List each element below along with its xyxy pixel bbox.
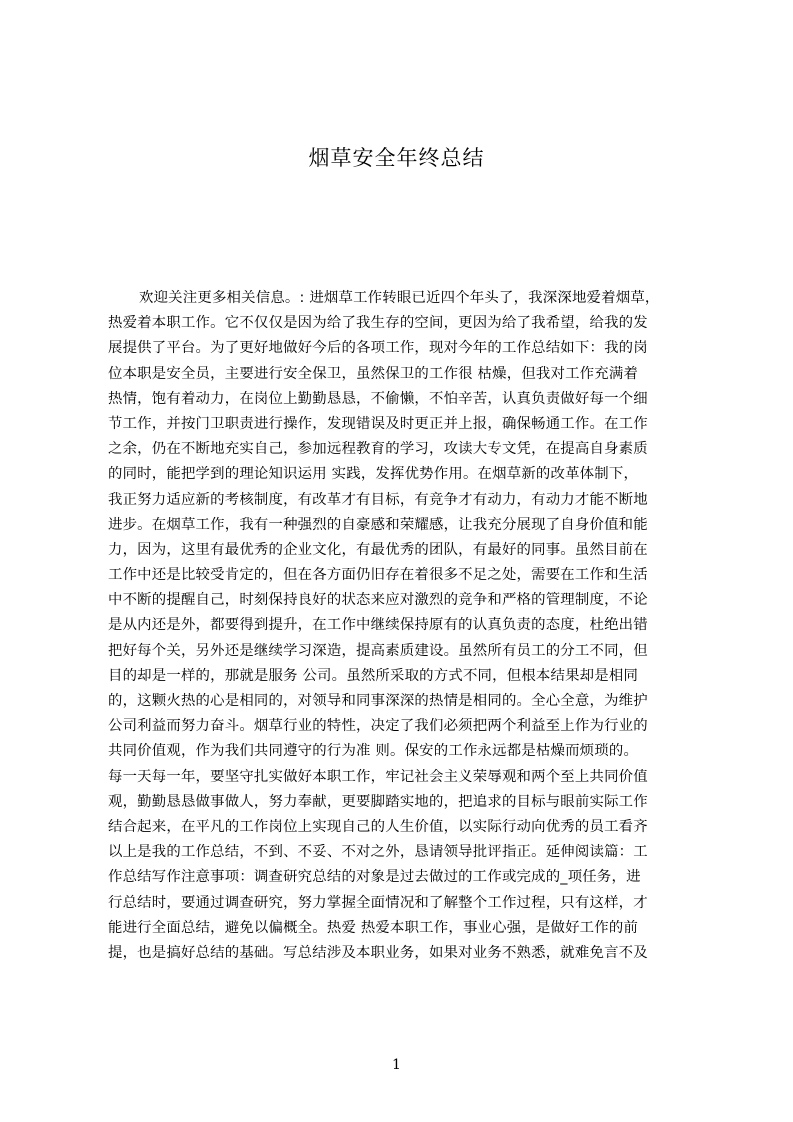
body-line: 结合起来，在平凡的工作岗位上实现自己的人生价值，以实际行动向优秀的员工看齐 bbox=[108, 818, 648, 835]
body-line: 共同价值观，作为我们共同遵守的行为准 则。保安的工作永远都是枯燥而烦琐的。 bbox=[108, 743, 639, 760]
body-line: 提，也是搞好总结的基础。写总结涉及本职业务，如果对业务不熟悉，就难免言不及 bbox=[108, 944, 648, 961]
document-title: 烟草安全年终总结 bbox=[308, 146, 485, 170]
body-line: 欢迎关注更多相关信息。: 进烟草工作转眼已近四个年头了，我深深地爱着烟草， bbox=[139, 290, 660, 306]
body-line: 中不断的提醒自己，时刻保持良好的状态来应对激烈的竞争和严格的管理制度，不论 bbox=[108, 592, 648, 609]
body-line: 位本职是安全员，主要进行安全保卫，虽然保卫的工作很 枯燥，但我对工作充满着 bbox=[108, 365, 639, 382]
body-line: 公司利益而努力奋斗。烟草行业的特性，决定了我们必须把两个利益至上作为行业的 bbox=[108, 718, 648, 735]
body-line: 工作中还是比较受肯定的，但在各方面仍旧存在着很多不足之处，需要在工作和生活 bbox=[108, 567, 648, 584]
body-line: 把好每个关，另外还是继续学习深造，提高素质建设。虽然所有员工的分工不同，但 bbox=[108, 642, 648, 659]
body-line: 之余，仍在不断地充实自己，参加远程教育的学习，攻读大专文凭，在提高自身素质 bbox=[108, 441, 648, 458]
body-line: 以上是我的工作总结，不到、不妥、不对之外，恳请领导批评指正。延伸阅读篇：工 bbox=[108, 844, 648, 861]
page-number: 1 bbox=[392, 1057, 401, 1073]
body-line: 热爱着本职工作。它不仅仅是因为给了我生存的空间，更因为给了我希望，给我的发 bbox=[108, 315, 648, 332]
body-line: 是从内还是外，都要得到提升，在工作中继续保持原有的认真负责的态度，杜绝出错 bbox=[108, 617, 648, 634]
body-line: 热情，饱有着动力，在岗位上勤勤恳恳，不偷懒，不怕辛苦，认真负责做好每一个细 bbox=[108, 390, 648, 407]
body-line: 展提供了平台。为了更好地做好今后的各项工作，现对今年的工作总结如下：我的岗 bbox=[108, 340, 648, 357]
body-line: 行总结时，要通过调查研究，努力掌握全面情况和了解整个工作过程，只有这样，才 bbox=[108, 894, 648, 911]
body-line: 节工作，并按门卫职责进行操作，发现错误及时更正并上报，确保畅通工作。在工作 bbox=[108, 415, 648, 432]
body-line: 观，勤勤恳恳做事做人，努力奉献，更要脚踏实地的，把追求的目标与眼前实际工作 bbox=[108, 793, 648, 810]
body-line: 进步。在烟草工作，我有一种强烈的自豪感和荣耀感，让我充分展现了自身价值和能 bbox=[108, 516, 648, 533]
body-line: 每一天每一年，要坚守扎实做好本职工作，牢记社会主义荣辱观和两个至上共同价值 bbox=[108, 768, 648, 785]
body-line: 作总结写作注意事项：调查研究总结的对象是过去做过的工作或完成的_项任务，进 bbox=[108, 869, 641, 886]
body-line: 力，因为，这里有最优秀的企业文化，有最优秀的团队，有最好的同事。虽然目前在 bbox=[108, 541, 648, 558]
body-line: 目的却是一样的，那就是服务 公司。虽然所采取的方式不同，但根本结果却是相同 bbox=[108, 667, 639, 684]
document-body bbox=[108, 286, 700, 966]
body-line: 的同时，能把学到的理论知识运用 实践，发挥优势作用。在烟草新的改革体制下， bbox=[108, 466, 639, 483]
body-line: 能进行全面总结，避免以偏概全。热爱 热爱本职工作，事业心强，是做好工作的前 bbox=[108, 919, 639, 936]
body-line: 我正努力适应新的考核制度，有改革才有目标，有竞争才有动力，有动力才能不断地 bbox=[108, 491, 648, 508]
body-line: 的，这颗火热的心是相同的，对领导和同事深深的热情是相同的。全心全意，为维护 bbox=[108, 693, 648, 709]
